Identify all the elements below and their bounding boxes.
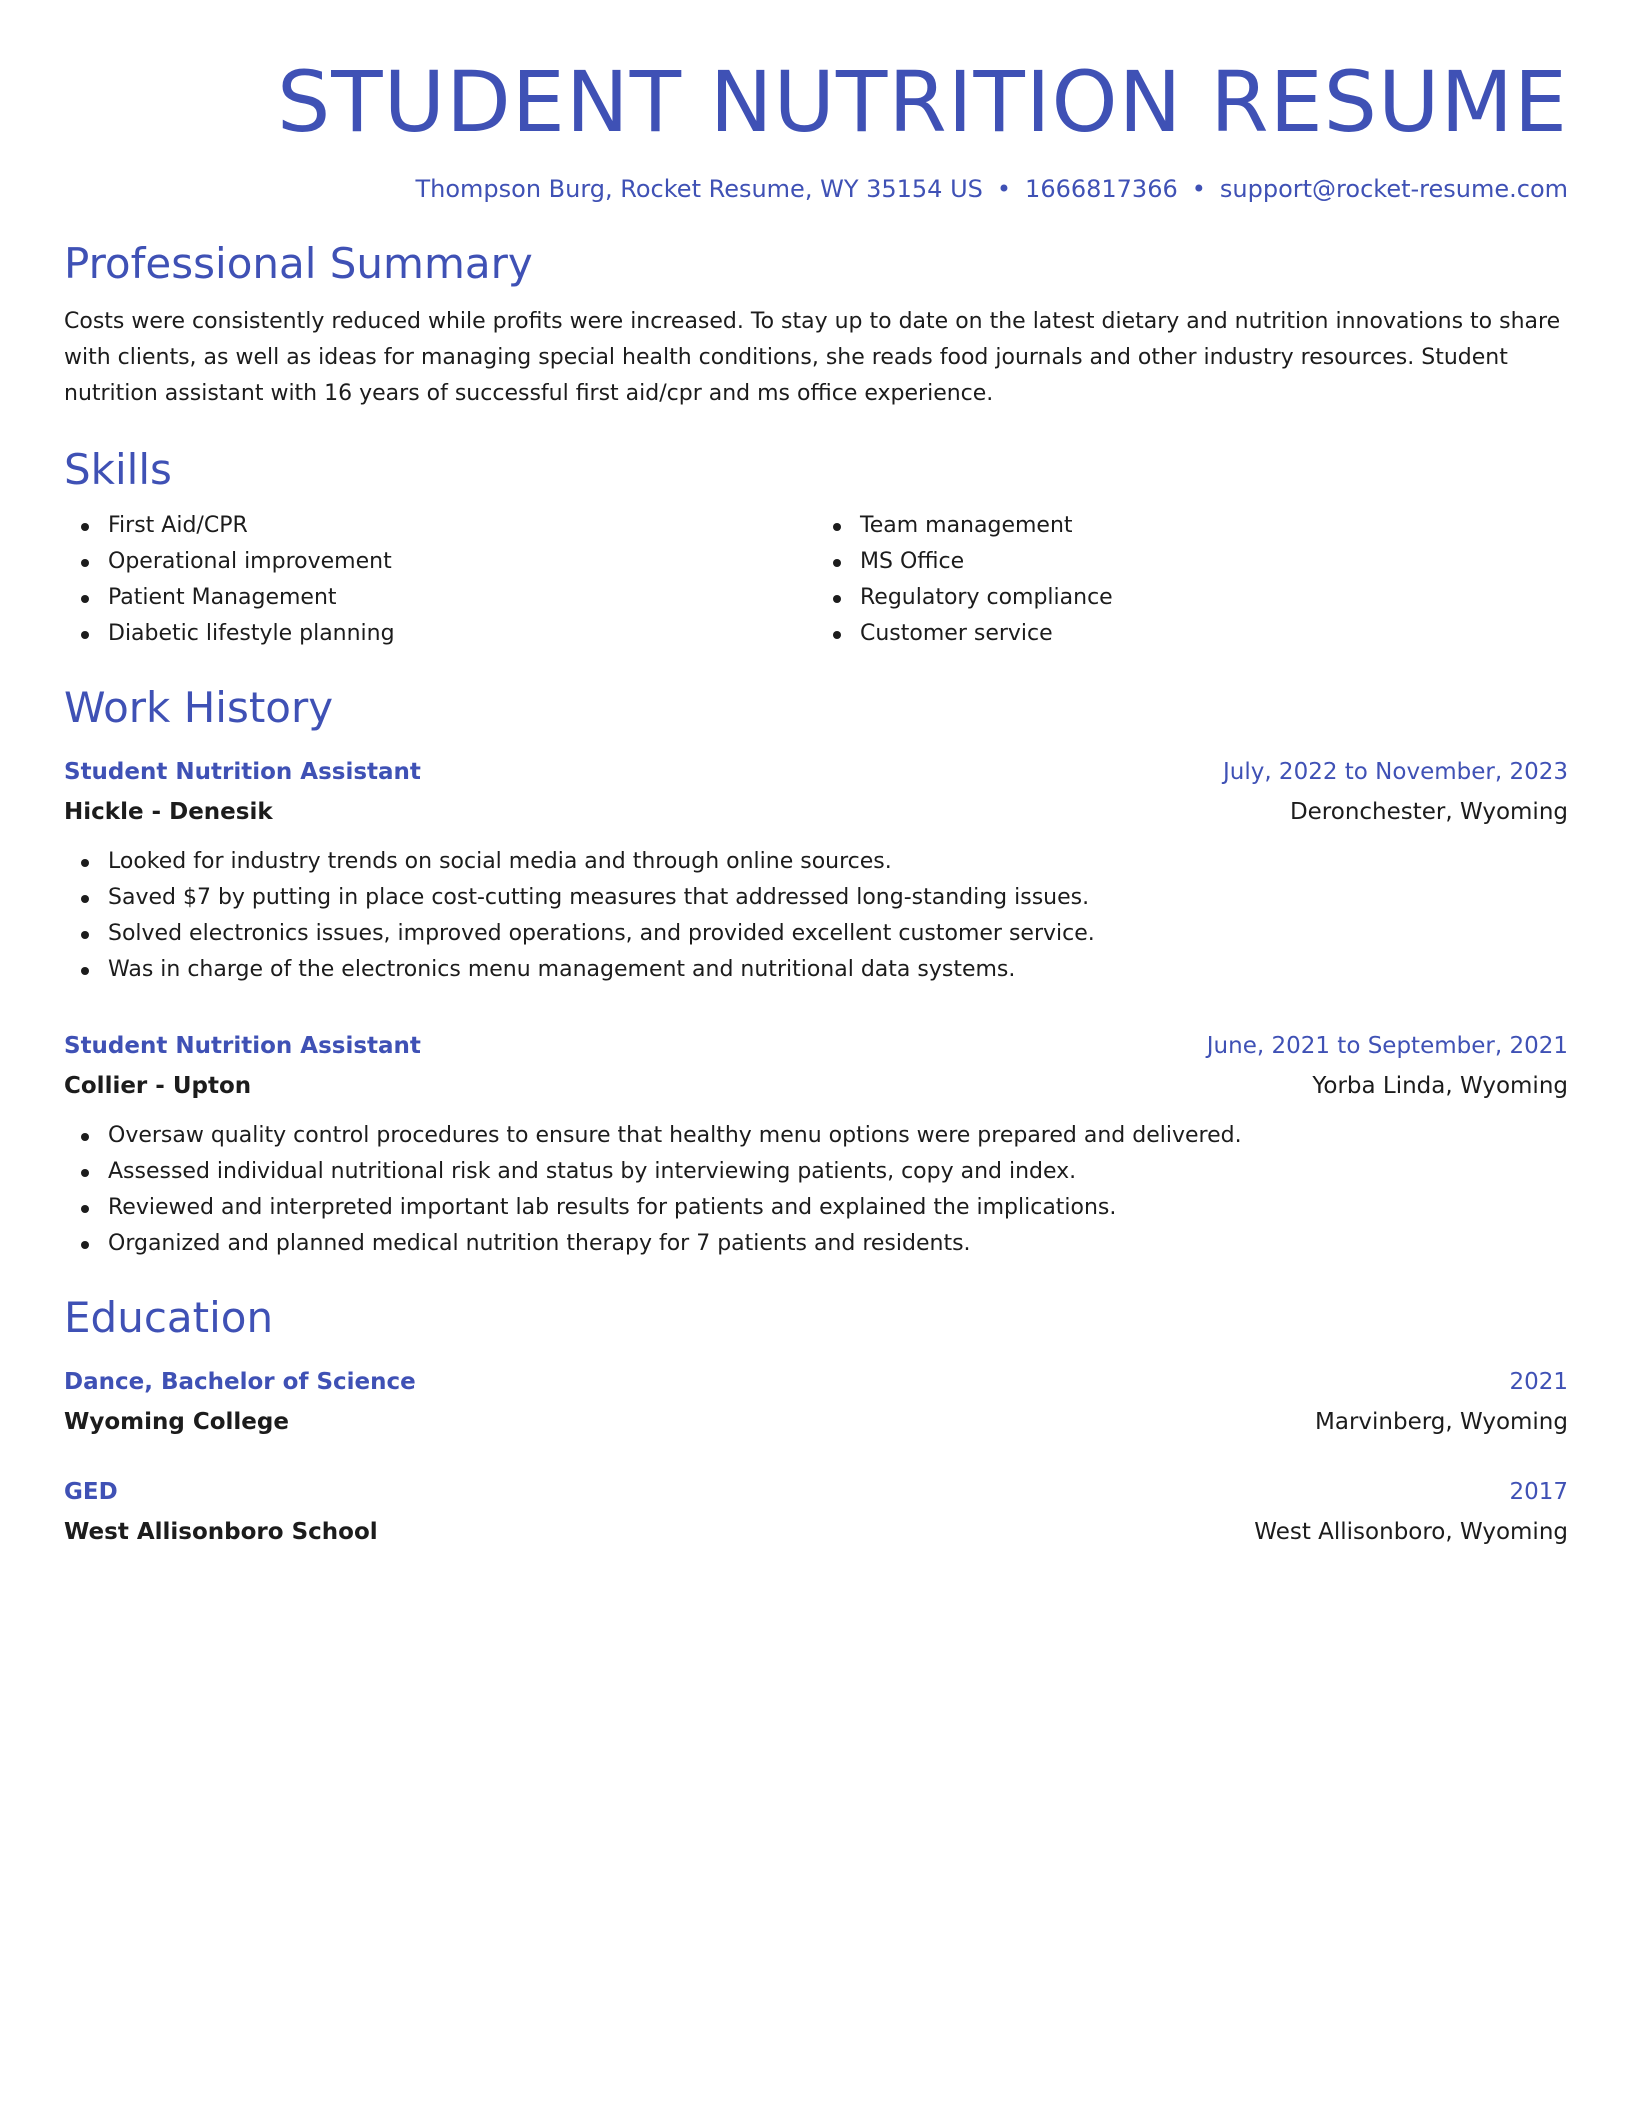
job-location: Deronchester, Wyoming (1289, 799, 1568, 825)
job-company-row (64, 1066, 1568, 1106)
skills-section (64, 444, 1568, 652)
contact-address: Thompson Burg, Rocket Resume, WY 35154 US (415, 175, 983, 203)
contact-phone: 1666817366 (1025, 175, 1178, 203)
skills-grid (64, 508, 1568, 652)
education-entry (64, 1362, 1568, 1442)
education-year: 2021 (1509, 1369, 1568, 1395)
skill-item: Diabetic lifestyle planning (108, 616, 816, 652)
job-header-row (64, 1026, 1568, 1066)
job-title: Student Nutrition Assistant (64, 759, 421, 785)
skills-column-right (816, 508, 1568, 652)
resume-name: STUDENT NUTRITION RESUME (276, 53, 1568, 151)
contact-separator: • (996, 175, 1012, 203)
job-location: Yorba Linda, Wyoming (1312, 1073, 1568, 1099)
education-location: West Allisonboro, Wyoming (1254, 1519, 1568, 1545)
education-school: West Allisonboro School (64, 1519, 378, 1545)
summary-text: Costs were consistently reduced while profits were increased. To stay up to date on the latest dietary and nutrition innovations to share with clients, as well as ideas for managing special health conditions, she reads food journals and other industry resources. Student nutrition assistant with 16 years of successful first aid/cpr and ms office experience. (64, 309, 1561, 406)
contact-email[interactable]: support@rocket-resume.com (1219, 175, 1568, 203)
job-company: Collier - Upton (64, 1073, 252, 1099)
section-title-summary: Professional Summary (64, 239, 533, 288)
job-bullet: Organized and planned medical nutrition therapy for 7 patients and residents. (108, 1226, 1568, 1262)
job-company-row (64, 792, 1568, 832)
section-title-work: Work History (64, 683, 334, 732)
job-dates: June, 2021 to September, 2021 (1206, 1033, 1568, 1059)
skill-item: Team management (860, 508, 1568, 544)
job-bullet: Looked for industry trends on social media and through online sources. (108, 844, 1568, 880)
education-year: 2017 (1509, 1479, 1568, 1505)
education-degree: GED (64, 1479, 118, 1505)
section-title-skills: Skills (64, 445, 172, 494)
skill-item: MS Office (860, 544, 1568, 580)
education-school-row (64, 1402, 1568, 1442)
job-bullet: Oversaw quality control procedures to ensure that healthy menu options were prepared and delivered. (108, 1118, 1568, 1154)
education-location: Marvinberg, Wyoming (1315, 1409, 1568, 1435)
skill-item: Regulatory compliance (860, 580, 1568, 616)
job-dates: July, 2022 to November, 2023 (1222, 759, 1568, 785)
skill-item: Operational improvement (108, 544, 816, 580)
education-school-row (64, 1512, 1568, 1552)
job-bullet: Assessed individual nutritional risk and status by interviewing patients, copy and index. (108, 1154, 1568, 1190)
education-entry (64, 1472, 1568, 1552)
contact-separator: • (1191, 175, 1206, 203)
job-bullets (64, 1118, 1568, 1262)
education-header-row (64, 1472, 1568, 1512)
professional-summary-section (64, 238, 1568, 412)
job-title: Student Nutrition Assistant (64, 1033, 421, 1059)
skill-item: Customer service (860, 616, 1568, 652)
job-company: Hickle - Denesik (64, 799, 273, 825)
job-header-row (64, 752, 1568, 792)
job-entry (64, 1026, 1568, 1262)
job-bullets (64, 844, 1568, 988)
skills-column-left (64, 508, 816, 652)
skill-item: First Aid/CPR (108, 508, 816, 544)
education-school: Wyoming College (64, 1409, 289, 1435)
job-bullet: Reviewed and interpreted important lab results for patients and explained the implications. (108, 1190, 1568, 1226)
education-section (64, 1292, 1568, 1552)
work-history-section (64, 682, 1568, 1262)
skill-item: Patient Management (108, 580, 816, 616)
contact-line (64, 174, 1568, 204)
section-title-education: Education (64, 1293, 274, 1342)
education-degree: Dance, Bachelor of Science (64, 1369, 416, 1395)
job-bullet: Saved $7 by putting in place cost-cutting measures that addressed long-standing issues. (108, 880, 1568, 916)
education-header-row (64, 1362, 1568, 1402)
resume-header (64, 52, 1568, 204)
job-bullet: Was in charge of the electronics menu management and nutritional data systems. (108, 952, 1568, 988)
job-bullet: Solved electronics issues, improved operations, and provided excellent customer service. (108, 916, 1568, 952)
job-entry (64, 752, 1568, 988)
